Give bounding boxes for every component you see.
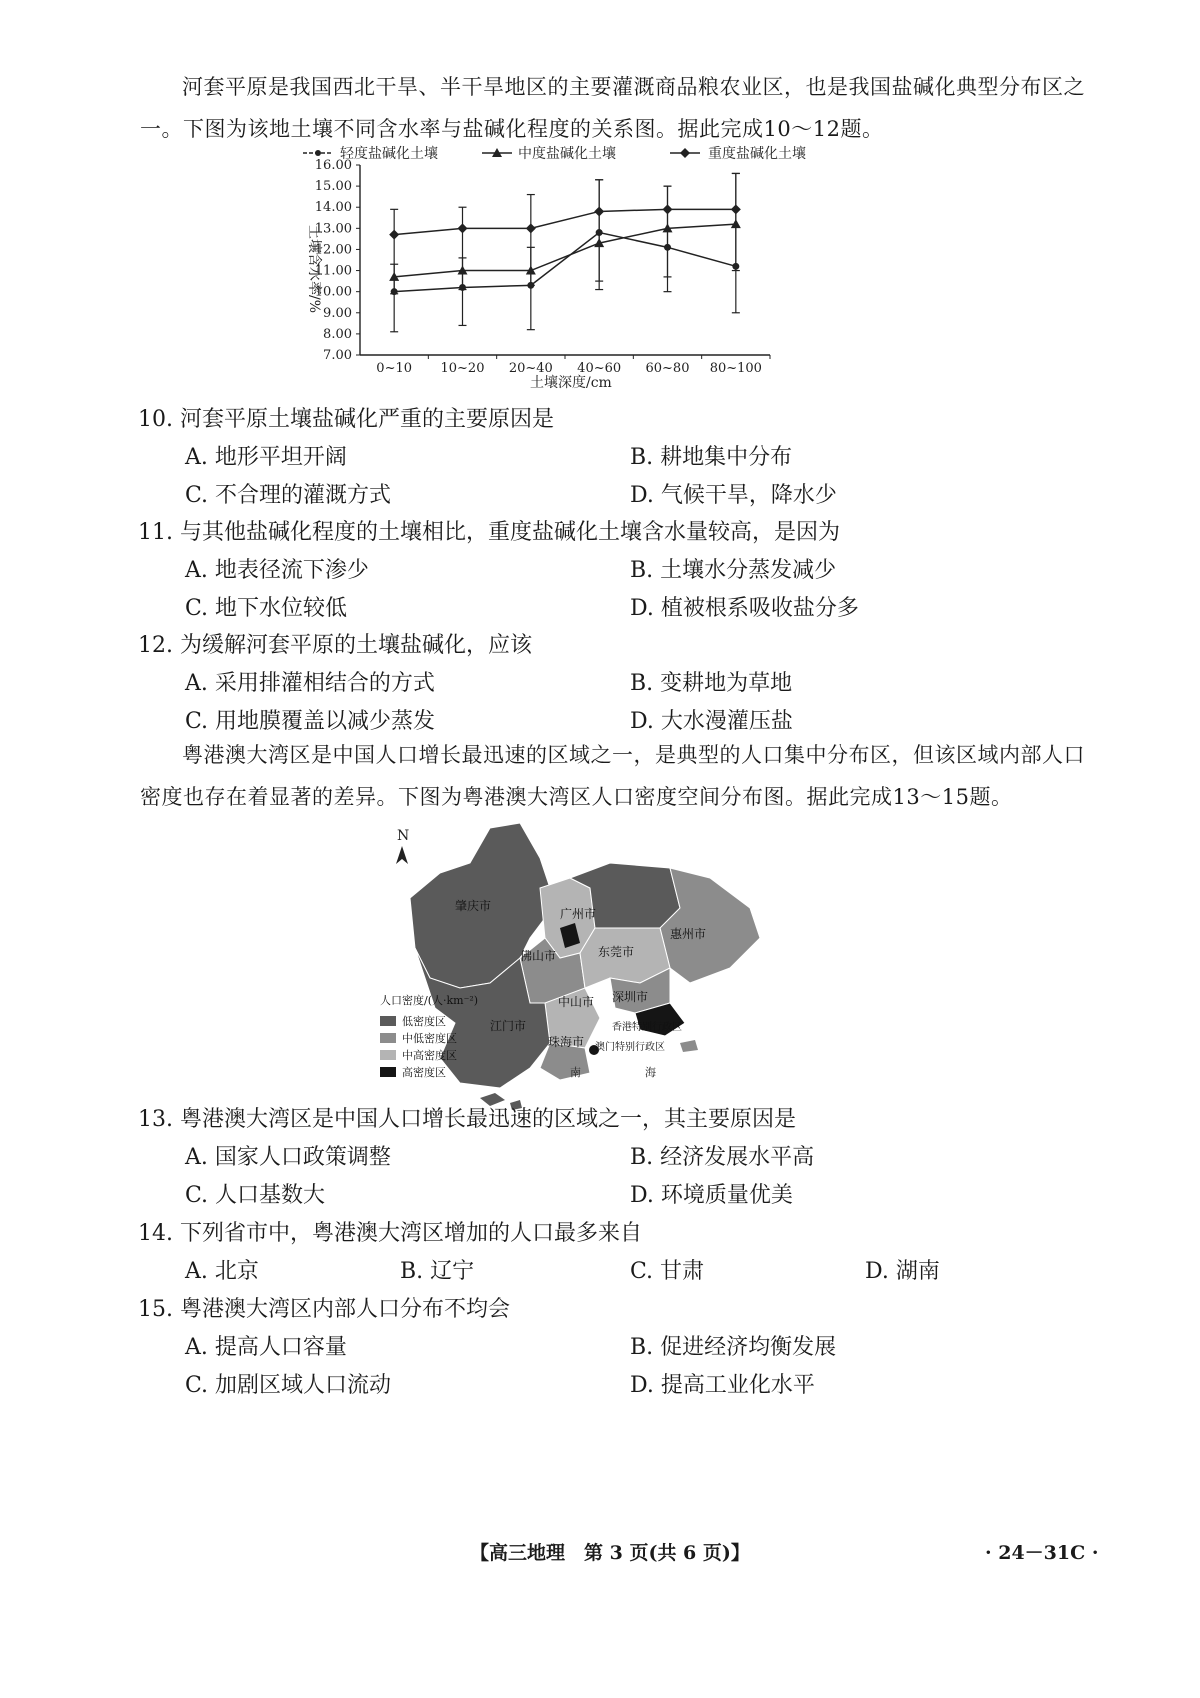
y-tick-label: 13.00 — [314, 221, 352, 237]
question-14-stem: 14. 下列省市中，粤港澳大湾区增加的人口最多来自 — [138, 1221, 642, 1246]
data-point — [594, 206, 604, 216]
q13-option-d: D. 环境质量优美 — [630, 1183, 793, 1208]
q11-option-a: A. 地表径流下渗少 — [185, 558, 369, 583]
y-tick-label: 9.00 — [323, 305, 352, 321]
y-tick-label: 14.00 — [314, 200, 352, 216]
soil-moisture-chart — [300, 145, 860, 405]
q14-option-c: C. 甘肃 — [630, 1259, 705, 1284]
question-10-stem: 10. 河套平原土壤盐碱化严重的主要原因是 — [138, 407, 554, 432]
north-label: N — [397, 828, 410, 844]
x-tick-label: 60~80 — [645, 361, 690, 376]
question-11-stem: 11. 与其他盐碱化程度的土壤相比，重度盐碱化土壤含水量较高，是因为 — [138, 520, 840, 545]
q10-option-d: D. 气候干旱，降水少 — [630, 483, 837, 508]
q10-option-b: B. 耕地集中分布 — [630, 445, 793, 470]
q10-option-c: C. 不合理的灌溉方式 — [185, 483, 392, 508]
data-point — [527, 282, 534, 289]
data-point — [664, 244, 671, 251]
chart-legend — [303, 145, 806, 162]
city-label-huizhou: 惠州市 — [670, 927, 707, 941]
y-tick-label: 12.00 — [314, 242, 352, 258]
city-label-shenzhen: 深圳市 — [612, 990, 649, 1004]
series-line-2 — [394, 224, 736, 277]
x-tick-label: 80~100 — [709, 361, 762, 376]
series-line-3 — [394, 209, 736, 234]
q12-option-c: C. 用地膜覆盖以减少蒸发 — [185, 709, 436, 734]
sea-label-nan: 南 — [570, 1066, 581, 1079]
legend-label-light: 轻度盐碱化土壤 — [340, 146, 438, 162]
x-axis-title: 土壤深度/cm — [530, 375, 612, 391]
q11-option-c: C. 地下水位较低 — [185, 596, 348, 621]
y-tick-label: 11.00 — [314, 263, 352, 279]
city-label-dongguan: 东莞市 — [598, 945, 635, 959]
q11-option-d: D. 植被根系吸收盐分多 — [630, 596, 859, 621]
data-point — [732, 263, 739, 270]
city-label-foshan: 佛山市 — [520, 949, 557, 963]
exam-code: · 24－31C · — [985, 1542, 1099, 1564]
q15-option-a: A. 提高人口容量 — [185, 1335, 347, 1360]
q14-option-a: A. 北京 — [185, 1259, 259, 1284]
x-tick-label: 0~10 — [376, 361, 413, 376]
q10-option-a: A. 地形平坦开阔 — [185, 445, 347, 470]
map-legend-high: 高密度区 — [402, 1066, 446, 1079]
q13-option-c: C. 人口基数大 — [185, 1183, 326, 1208]
q11-option-b: B. 土壤水分蒸发减少 — [630, 558, 837, 583]
x-tick-label: 10~20 — [440, 361, 485, 376]
data-point — [596, 229, 603, 236]
intro-paragraph-2: 粤港澳大湾区是中国人口增长最迅速的区域之一，是典型的人口集中分布区，但该区域内部人口密度也存在着显著的差异。下图为粤港澳大湾区人口密度空间分布图。据此完成13～15题。 — [140, 743, 1085, 809]
q12-option-a: A. 采用排灌相结合的方式 — [185, 671, 435, 696]
data-point — [389, 230, 399, 240]
population-density-map — [380, 818, 820, 1118]
data-point — [731, 204, 741, 214]
city-label-jiangmen: 江门市 — [490, 1019, 527, 1033]
y-tick-label: 8.00 — [323, 326, 352, 342]
legend-label-medium: 中度盐碱化土壤 — [518, 146, 616, 162]
data-point — [459, 284, 466, 291]
y-tick-label: 16.00 — [314, 158, 352, 173]
city-label-zhuhai: 珠海市 — [548, 1035, 585, 1049]
q15-option-d: D. 提高工业化水平 — [630, 1373, 815, 1398]
page-footer: 【高三地理 第 3 页(共 6 页)】 — [470, 1542, 750, 1564]
city-label-macau: 澳门特别行政区 — [595, 1042, 665, 1053]
y-tick-label: 10.00 — [314, 284, 352, 300]
map-legend-mid-low: 中低密度区 — [402, 1032, 457, 1045]
data-point — [391, 288, 398, 295]
map-legend-mid-high: 中高密度区 — [402, 1049, 457, 1062]
q13-option-a: A. 国家人口政策调整 — [185, 1145, 391, 1170]
city-label-hongkong: 香港特别行政区 — [612, 1022, 682, 1033]
y-tick-label: 15.00 — [314, 179, 352, 195]
sea-label-hai: 海 — [645, 1066, 656, 1079]
q14-option-d: D. 湖南 — [865, 1259, 940, 1284]
q12-option-b: B. 变耕地为草地 — [630, 671, 793, 696]
y-axis-title: 土壤含水率/% — [306, 225, 322, 314]
legend-label-heavy: 重度盐碱化土壤 — [708, 146, 806, 162]
q13-option-b: B. 经济发展水平高 — [630, 1145, 815, 1170]
q14-option-b: B. 辽宁 — [400, 1259, 475, 1284]
question-13-stem: 13. 粤港澳大湾区是中国人口增长最迅速的区域之一，其主要原因是 — [138, 1107, 796, 1132]
series-line-1 — [394, 233, 736, 292]
map-legend-low: 低密度区 — [402, 1015, 446, 1028]
q12-option-d: D. 大水漫灌压盐 — [630, 709, 793, 734]
city-label-zhaoqing: 肇庆市 — [455, 899, 492, 913]
x-tick-label: 40~60 — [577, 361, 622, 376]
map-legend-title: 人口密度/(人·km⁻²) — [380, 994, 479, 1007]
q15-option-c: C. 加剧区域人口流动 — [185, 1373, 392, 1398]
city-label-zhongshan: 中山市 — [558, 995, 595, 1009]
data-point — [526, 223, 536, 233]
question-15-stem: 15. 粤港澳大湾区内部人口分布不均会 — [138, 1297, 510, 1322]
q15-option-b: B. 促进经济均衡发展 — [630, 1335, 837, 1360]
question-12-stem: 12. 为缓解河套平原的土壤盐碱化，应该 — [138, 633, 532, 658]
y-tick-label: 7.00 — [323, 348, 352, 363]
data-point — [663, 204, 673, 214]
x-tick-label: 20~40 — [508, 361, 553, 376]
intro-paragraph-1: 河套平原是我国西北干旱、半干旱地区的主要灌溉商品粮农业区，也是我国盐碱化典型分布区之一。下图为该地土壤不同含水率与盐碱化程度的关系图。据此完成10～12题。 — [140, 75, 1085, 141]
city-label-guangzhou: 广州市 — [560, 907, 597, 921]
data-point — [458, 223, 468, 233]
